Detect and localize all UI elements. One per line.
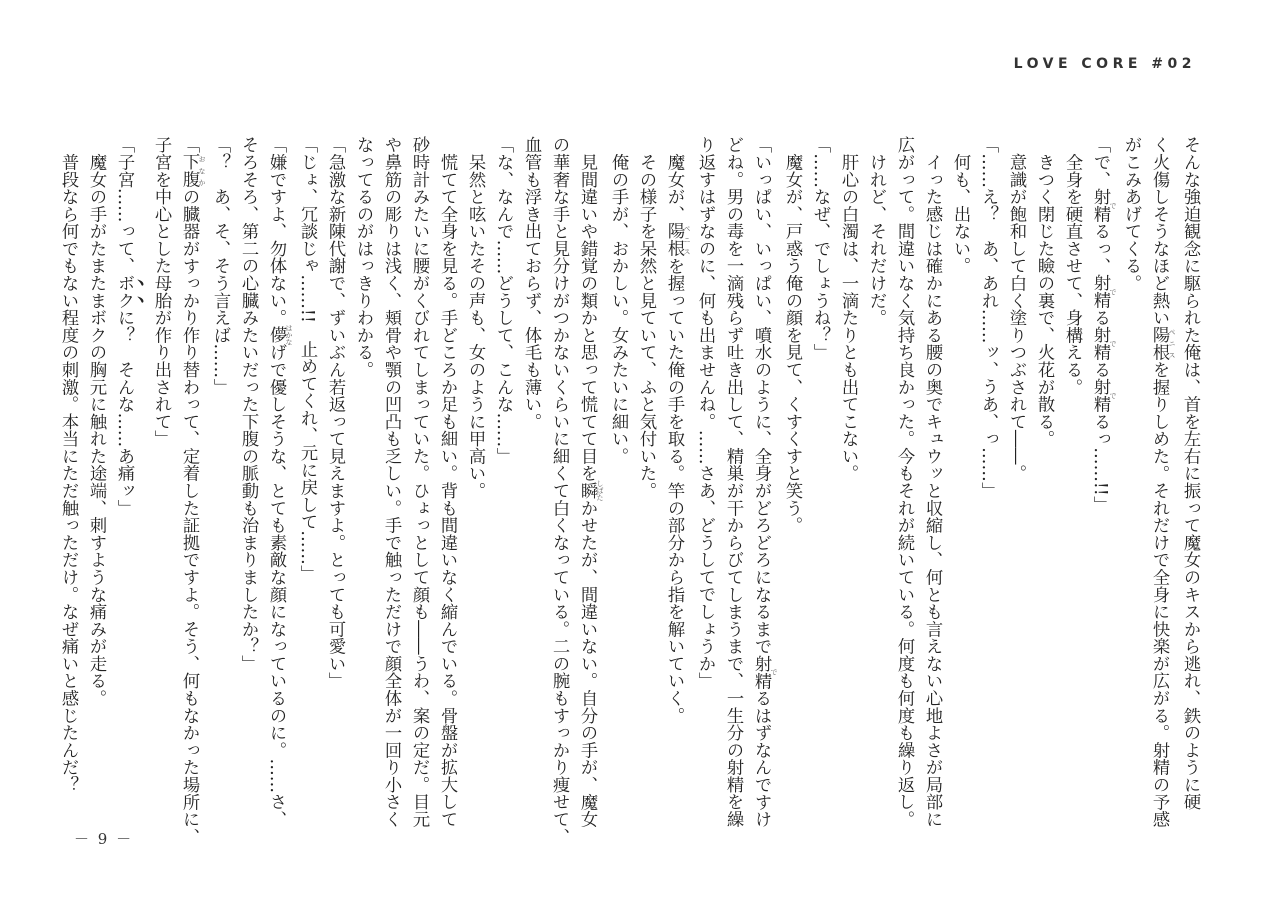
ruby-annotation: 射精 で: [1090, 326, 1117, 361]
text-line: 「で、射精 でるっ、射精 でる射精 でる射精 でるっ……!!」: [1090, 136, 1117, 514]
text-line: なってるのがはっきりわかる。: [353, 136, 373, 379]
text-line: 「……え？ あ、あれ……ッ、うあ、っ……」: [978, 136, 998, 500]
text-line: 「じょ、冗談じゃ……!! 止めてくれ、元に戻して……」: [297, 136, 317, 583]
text-line: きつく閉じた瞼の裏で、火花が散る。: [1034, 136, 1054, 448]
text-line: 何も、出ない。: [950, 136, 970, 275]
text-line: 「下腹 おなかの臓器がすっかり作り替わって、定着した証拠ですよ。そう、何もなかった場所に、: [179, 136, 206, 845]
text-line: や鼻筋の彫りは浅く、頬骨や顎の凹凸も乏しい。手で触っただけで顔全体が一回り小さく: [381, 136, 401, 828]
text-line: 血管も浮き出ておらず、体毛も薄い。: [521, 136, 541, 430]
page-number: － 9 －: [74, 830, 134, 848]
text-line: イった感じは確かにある腰の奥でキュウッと収縮し、何とも言えない心地よさが局部に: [922, 136, 942, 828]
text-line: 肝心の白濁は、一滴たりとも出てこない。: [838, 136, 858, 482]
text-line: 魔女が、戸惑う俺の顔を見て、くすくすと笑う。: [782, 136, 802, 534]
running-header: LOVE CORE #02: [1013, 56, 1196, 72]
text-line: 普段なら何でもない程度の刺激。本当にただ触っただけ。なぜ痛いと感じたんだ？: [58, 136, 78, 794]
text-line: その様子を呆然と見ていて、ふと気付いた。: [636, 136, 656, 500]
ruby-annotation: 下腹 おなか: [179, 153, 206, 188]
text-line: 砂時計みたいに腰がくびれてしまっていた。ひょっとして顔も――うわ、案の定だ。目元: [409, 136, 429, 828]
ruby-annotation: 射精 で: [1090, 187, 1117, 223]
ruby-annotation: 射精 で: [1090, 378, 1117, 413]
text-line: 見間違いや錯覚の類かと思って慌てて目を瞬 しばたかせたが、間違いない。自分の手が、魔女: [577, 136, 604, 828]
text-line: 俺の手が、おかしい。女みたいに細い。: [608, 136, 628, 465]
novel-body-text: [54, 136, 1204, 845]
ruby-annotation: 射精 で: [751, 654, 778, 690]
text-line: そんな強迫観念に駆られた俺は、首を左右に振って魔女のキスから逃れ、鉄のように硬: [1180, 136, 1200, 811]
text-line: 「な、なんで……どうして、こんな……」: [493, 136, 513, 465]
text-line: 「嫌ですよ、勿体ない。儚 はかなげで優しそうな、とても素敵な顔になっているのに。……さ、: [266, 136, 293, 828]
text-line: 「……なぜ、でしょうね？」: [810, 136, 830, 361]
text-line: 「いっぱい、いっぱい、噴水のように、全身がどろどろになるまで射精 でるはずなんですけ: [751, 136, 778, 828]
text-line: がこみあげてくる。: [1121, 136, 1141, 292]
text-line: 慌てて全身を見る。手どころか足も細い。背も間違いなく縮んでいる。骨盤が拡大して: [437, 136, 457, 828]
text-line: く火傷しそうなほど熱い陽根 ペニスを握りしめた。それだけで全身に快楽が広がる。射精の予感: [1149, 136, 1176, 828]
text-line: どね。男の毒を一滴残らず吐き出して、精巣が干からびてしまうまで、一生分の射精を繰: [723, 136, 743, 828]
text-line: 広がって。間違いなく気持ち良かった。今もそれが続いている。何度も何度も繰り返し。: [894, 136, 914, 828]
ruby-annotation: 儚 はかな: [266, 324, 293, 346]
text-line: そろそろ、第二の心臓みたいだった下腹の脈動も治まりましたか？」: [238, 136, 258, 672]
text-line: けれど、それだけだ。: [866, 136, 886, 327]
emphasis-dots: ボク: [114, 274, 134, 309]
ruby-annotation: 陽根 ペニス: [664, 222, 691, 258]
text-line: り返すはずなのに、何も出ませんね。……さあ、どうしてでしょうか」: [695, 136, 715, 690]
ruby-annotation: 射精 で: [1090, 274, 1117, 309]
ruby-annotation: 陽根 ペニス: [1149, 326, 1176, 361]
text-line: 魔女の手がたまたまボクの胸元に触れた途端、刺すような痛みが走る。: [86, 136, 106, 707]
text-line: 「子宮……って、ボクに？ そんな……あ痛ッ」: [114, 136, 134, 517]
text-line: 「急激な新陳代謝で、ずいぶん若返って見えますよ。とっても可愛い」: [325, 136, 345, 690]
text-line: の華奢な手と見分けがつかないくらいに細くて白くなっている。二の腕もすっかり痩せて、: [549, 136, 569, 845]
text-line: 呆然と呟いたその声も、女のように甲高い。: [465, 136, 485, 500]
text-line: 「？ あ、そ、そう言えば……」: [210, 136, 230, 396]
text-line: 全身を硬直させて、身構える。: [1062, 136, 1082, 396]
text-line: 意識が飽和して白く塗りつぶされて――。: [1006, 136, 1026, 482]
text-line: 魔女が、陽根 ペニスを握っていた俺の手を取る。竿の部分から指を解いていく。: [664, 136, 691, 724]
ruby-annotation: 瞬 しばた: [577, 479, 604, 501]
text-line: 子宮を中心とした母胎が作り出されて」: [151, 136, 171, 448]
